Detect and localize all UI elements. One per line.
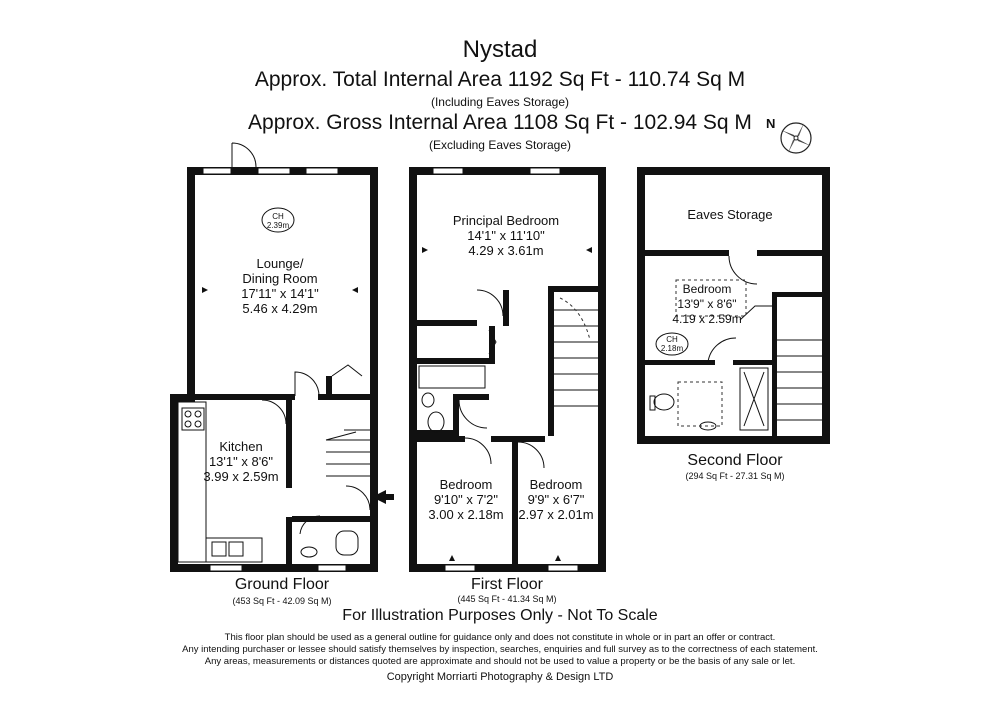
ground-floor-label: Ground Floor	[234, 576, 330, 593]
bedroom-three-label: Bedroom 9'9" x 6'7" 2.97 x 2.01m	[518, 477, 594, 522]
footer-line-3: Any areas, measurements or distances quoted are approximate and should not be used to value a property or be the basis of any sale or let.	[204, 656, 796, 667]
ground-floor-area: (453 Sq Ft - 42.09 Sq M)	[232, 596, 332, 606]
first-floor-area: (445 Sq Ft - 41.34 Sq M)	[457, 594, 557, 604]
ground-ch-label: CH 2.39m	[266, 212, 290, 230]
bedroom-two-label: Bedroom 9'10" x 7'2" 3.00 x 2.18m	[428, 477, 504, 522]
second-bedroom-label: Bedroom 13'9" x 8'6" 4.19 x 2.59m	[672, 282, 742, 326]
gross-internal-area: Approx. Gross Internal Area 1108 Sq Ft - 102.94 Sq M	[248, 111, 752, 134]
plan-title: Nystad	[462, 36, 538, 63]
second-ch-label: CH 2.18m	[660, 335, 684, 353]
first-floor-label: First Floor	[471, 576, 543, 593]
compass-north-label: N	[766, 116, 776, 131]
gross-area-note: (Excluding Eaves Storage)	[428, 138, 572, 152]
principal-bedroom-label: Principal Bedroom 14'1" x 11'10" 4.29 x 3.61m	[452, 213, 560, 258]
total-area-note: (Including Eaves Storage)	[430, 95, 570, 109]
second-floor-area: (294 Sq Ft - 27.31 Sq M)	[685, 471, 785, 481]
illustration-disclaimer: For Illustration Purposes Only - Not To Scale	[342, 607, 658, 624]
second-floor-label: Second Floor	[687, 452, 783, 469]
eaves-storage-label: Eaves Storage	[687, 207, 773, 222]
kitchen-label: Kitchen 13'1" x 8'6" 3.99 x 2.59m	[203, 439, 279, 484]
footer-line-1: This floor plan should be used as a general outline for guidance only and does not constitute in whole or in part an offer or contract.	[224, 632, 776, 643]
footer-line-2: Any intending purchaser or lessee should satisfy themselves by inspection, searches, enquiries and full survey as to the correctness of each statement.	[182, 644, 818, 655]
lounge-dining-label: Lounge/ Dining Room 17'11" x 14'1" 5.46 x 4.29m	[241, 256, 319, 316]
total-internal-area: Approx. Total Internal Area 1192 Sq Ft - 110.74 Sq M	[254, 68, 746, 91]
copyright-notice: Copyright Morriarti Photography & Design LTD	[386, 671, 614, 683]
ground-floor-plan	[170, 143, 394, 572]
